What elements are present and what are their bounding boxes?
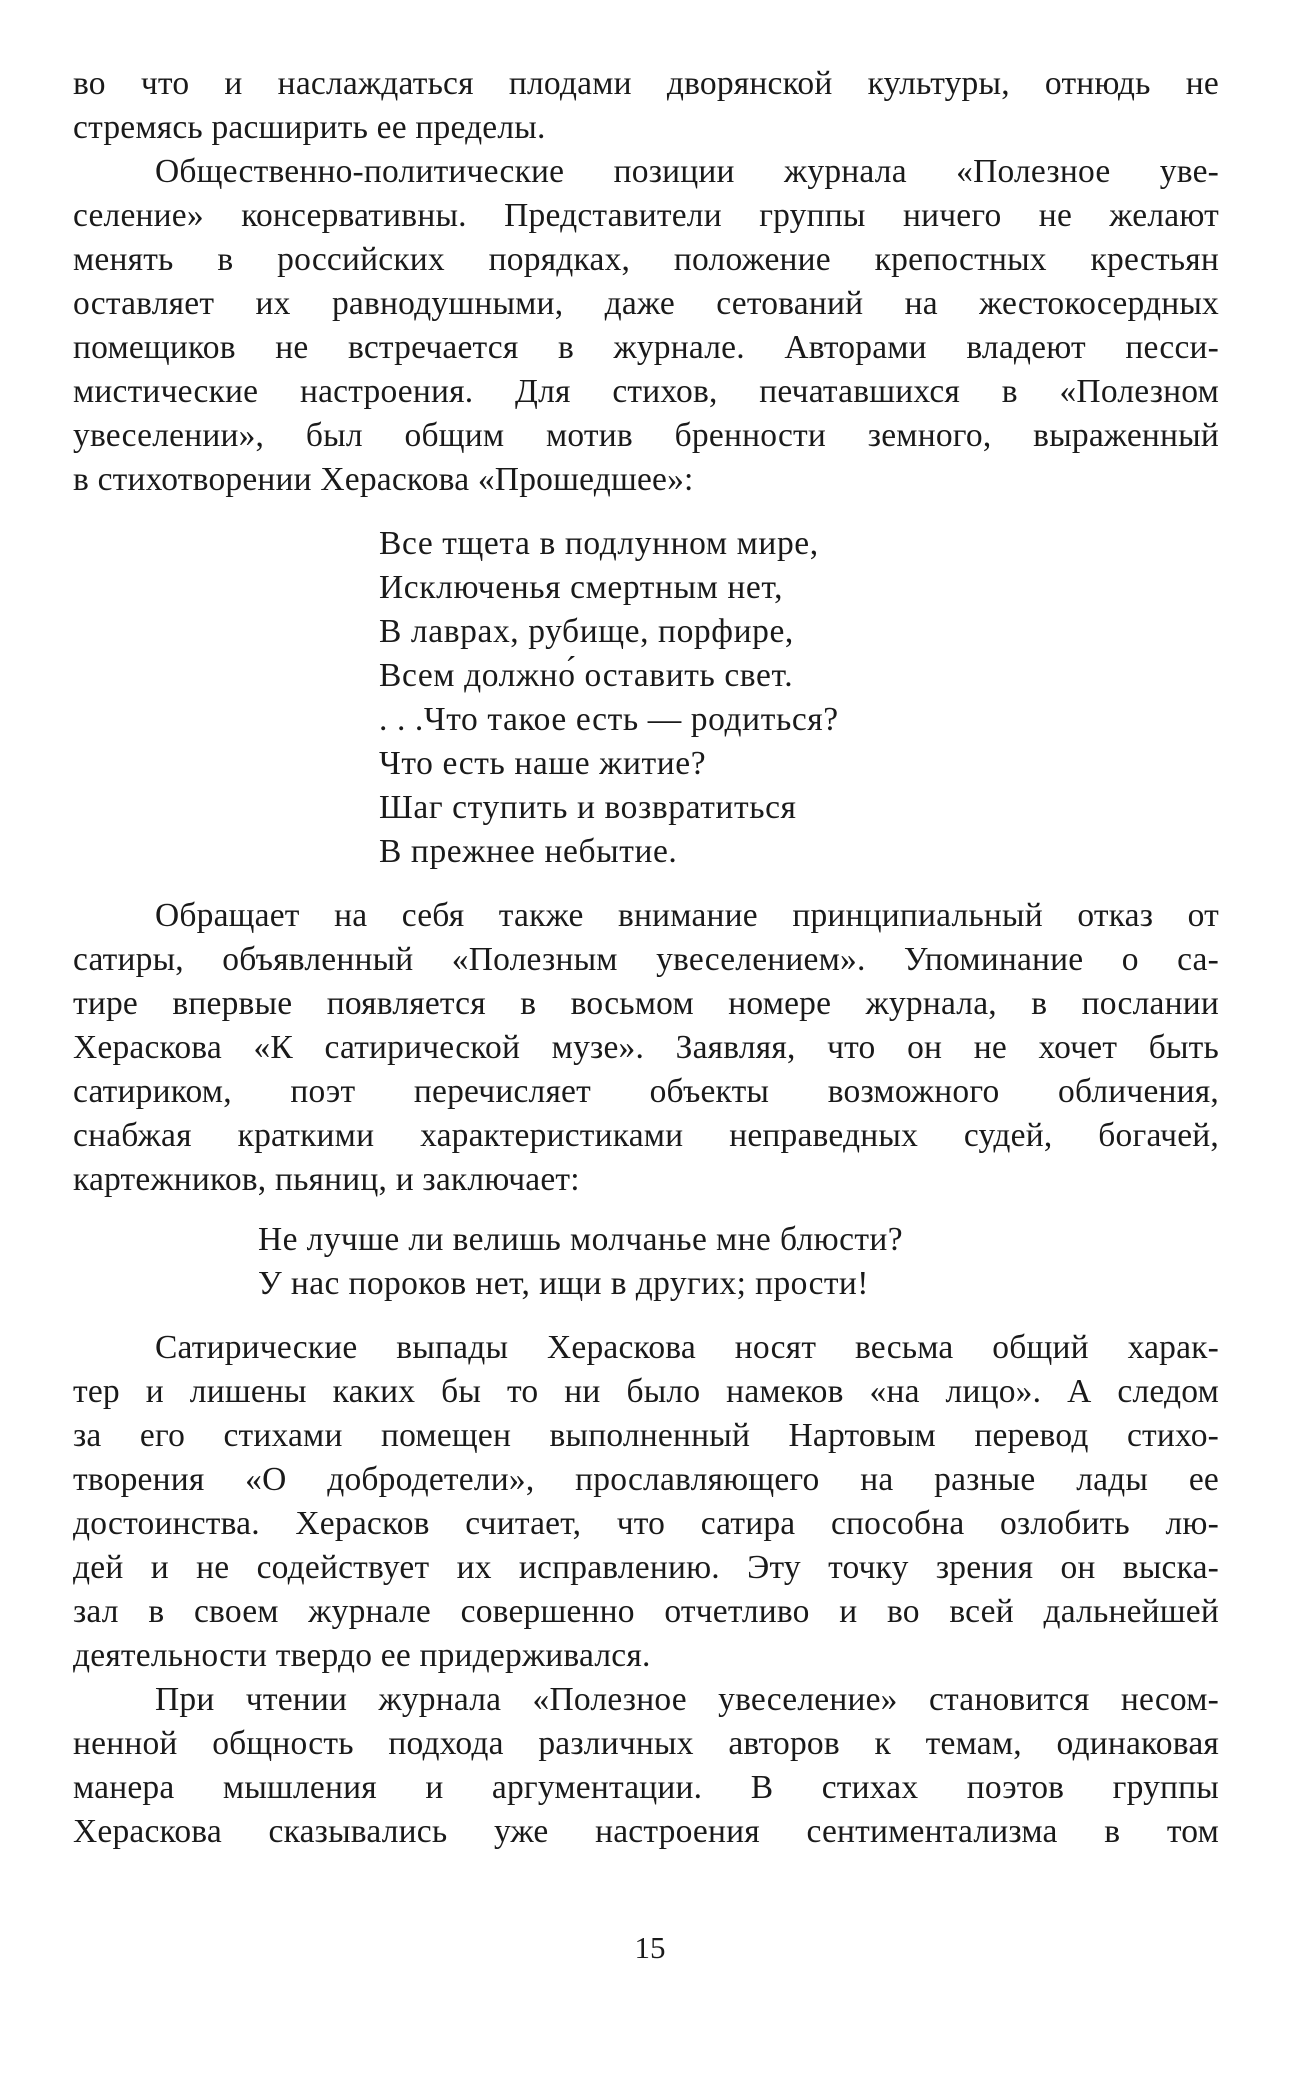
verse-line: . . .Что такое есть — родиться? [379, 701, 839, 738]
text-line: мистические настроения. Для стихов, печатавшихся в «Полезном [73, 373, 1219, 410]
text-line: сатиры, объявленный «Полезным увеселением». Упоминание о са- [73, 941, 1219, 978]
text-line: Обращает на себя также внимание принципиальный отказ от [155, 897, 1219, 934]
text-line: дей и не содействует их исправлению. Эту точку зрения он выска- [73, 1549, 1219, 1586]
text-line: сатириком, поэт перечисляет объекты возможного обличения, [73, 1073, 1219, 1110]
text-line: Общественно-политические позиции журнала «Полезное уве- [155, 153, 1219, 190]
verse-line: В лаврах, рубище, порфире, [379, 613, 794, 650]
verse-line: В прежнее небытие. [379, 833, 678, 870]
text-line: за его стихами помещен выполненный Нартовым перевод стихо- [73, 1417, 1219, 1454]
text-line: увеселении», был общим мотив бренности земного, выраженный [73, 417, 1219, 454]
paragraph-4 [73, 1326, 1219, 1678]
verse-line: Шаг ступить и возвратиться [379, 789, 797, 826]
text-line: достоинства. Херасков считает, что сатира способна озлобить лю- [73, 1505, 1219, 1542]
verse-line: Все тщета в подлунном мире, [379, 525, 819, 562]
paragraph-3 [73, 894, 1219, 1202]
text-line: помещиков не встречается в журнале. Авторами владеют песси- [73, 329, 1219, 366]
paragraph-1 [73, 62, 1219, 150]
text-line: селение» консервативны. Представители группы ничего не желают [73, 197, 1219, 234]
text-line: Хераскова «К сатирической музе». Заявляя, что он не хочет быть [73, 1029, 1219, 1066]
text-line: манера мышления и аргументации. В стихах поэтов группы [73, 1769, 1219, 1806]
text-line: оставляет их равнодушными, даже сетований на жестокосердных [73, 285, 1219, 322]
paragraph-2 [73, 150, 1219, 502]
page-text-column [73, 62, 1219, 1854]
poem-quotation [379, 522, 1219, 874]
text-line: Сатирические выпады Хераскова носят весьма общий харак- [155, 1329, 1219, 1366]
text-line: тер и лишены каких бы то ни было намеков «на лицо». А следом [73, 1373, 1219, 1410]
text-line: тире впервые появляется в восьмом номере журнала, в послании [73, 985, 1219, 1022]
verse-line: У нас пороков нет, ищи в других; прости! [258, 1265, 869, 1302]
text-line: При чтении журнала «Полезное увеселение» становится несом- [155, 1681, 1219, 1718]
verse-quotation [258, 1218, 1219, 1306]
verse-line: Не лучше ли велишь молчанье мне блюсти? [258, 1221, 904, 1258]
text-line: ненной общность подхода различных авторов к темам, одинаковая [73, 1725, 1219, 1762]
text-line: картежников, пьяниц, и заключает: [73, 1161, 580, 1198]
page-number: 15 [634, 1930, 666, 1965]
text-line: Хераскова сказывались уже настроения сентиментализма в том [73, 1813, 1219, 1850]
verse-line: Что есть наше житие? [379, 745, 707, 782]
paragraph-5 [73, 1678, 1219, 1854]
text-line: снабжая краткими характеристиками неправедных судей, богачей, [73, 1117, 1219, 1154]
verse-line: Всем должно́ оставить свет. [379, 657, 794, 694]
text-line: в стихотворении Хераскова «Прошедшее»: [73, 461, 694, 498]
text-line: творения «О добродетели», прославляющего на разные лады ее [73, 1461, 1219, 1498]
text-line: деятельности твердо ее придерживался. [73, 1637, 651, 1674]
text-line: зал в своем журнале совершенно отчетливо и во всей дальнейшей [73, 1593, 1219, 1630]
text-line: менять в российских порядках, положение крепостных крестьян [73, 241, 1219, 278]
text-line: во что и наслаждаться плодами дворянской культуры, отнюдь не [73, 65, 1219, 102]
verse-line: Исключенья смертным нет, [379, 569, 784, 606]
text-line: стремясь расширить ее пределы. [73, 109, 546, 146]
